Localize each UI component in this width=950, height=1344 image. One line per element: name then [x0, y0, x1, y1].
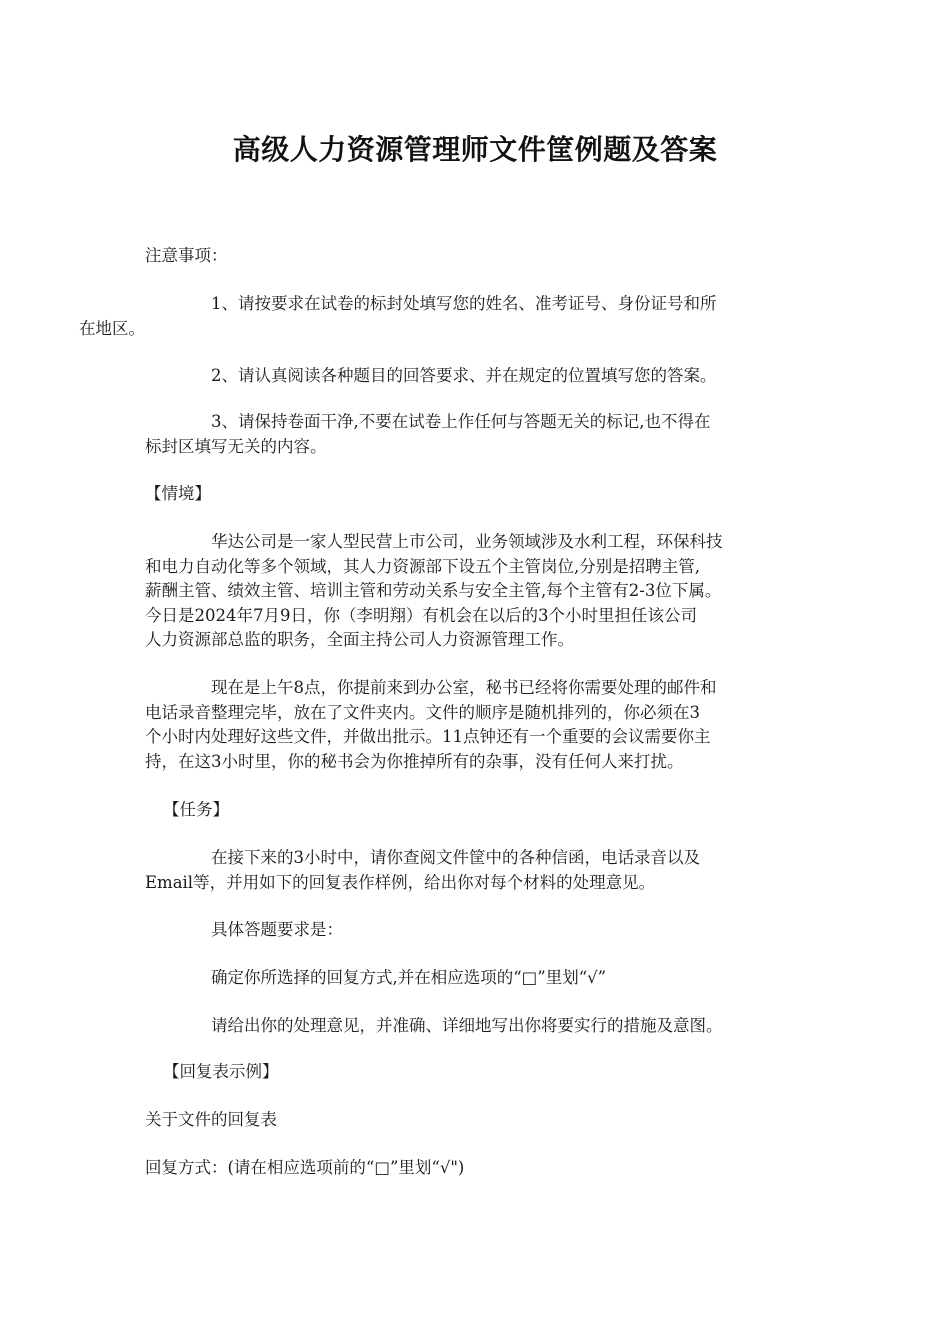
scenario-p1-line: 和电力自动化等多个领域，其人力资源部下设五个主管岗位,分别是招聘主管,	[145, 556, 700, 576]
task-requirements-intro: 具体答题要求是：	[211, 920, 343, 939]
document-title: 高级人力资源管理师文件筐例题及答案	[232, 133, 718, 166]
scenario-p1-line: 薪酬主管、绩效主管、培训主管和劳动关系与安全主管,每个主管有2-3位下属。	[145, 581, 722, 600]
notice-item-2-line-1: 2、请认真阅读各种题目的回答要求、并在规定的位置填写您的答案。	[211, 366, 717, 385]
scenario-p1-line: 今日是2024年7月9日，你（李明翔）有机会在以后的3个小时里担任该公司	[145, 605, 697, 625]
task-p1-line: Email等，并用如下的回复表作样例，给出你对每个材料的处理意见。	[145, 872, 656, 892]
reply-example-heading: 【回复表示例】	[163, 1062, 279, 1081]
task-requirement-2: 请给出你的处理意见，并准确、详细地写出你将要实行的措施及意图。	[211, 1016, 723, 1035]
scenario-p2-line: 电话录音整理完毕，放在了文件夹内。文件的顺序是随机排列的，你必须在3	[145, 702, 700, 722]
scenario-p2-line: 持，在这3小时里，你的秘书会为你推掉所有的杂事，没有任何人来打扰。	[145, 751, 684, 771]
scenario-paragraph-2	[145, 676, 807, 774]
notice-item-2	[145, 364, 807, 389]
task-p1-line: 在接下来的3小时中，请你查阅文件筐中的各种信函，电话录音以及	[211, 848, 700, 867]
scenario-p1-line: 华达公司是一家人型民营上市公司，业务领域涉及水利工程，环保科技	[211, 532, 723, 551]
scenario-heading: 【情境】	[145, 484, 211, 503]
notice-item-3-line-2: 标封区填写无关的内容。	[145, 436, 327, 456]
notice-item-3	[145, 410, 807, 459]
task-heading: 【任务】	[163, 800, 229, 819]
scenario-p2-line: 现在是上午8点，你提前来到办公室，秘书已经将你需要处理的邮件和	[211, 678, 717, 697]
scenario-paragraph-1	[145, 530, 807, 653]
reply-method-instruction: 回复方式：(请在相应选项前的“□”里划“√")	[145, 1158, 465, 1177]
notice-item-1	[79, 292, 807, 341]
notice-heading: 注意事项：	[145, 246, 228, 265]
notice-item-1-line-2: 在地区。	[79, 318, 145, 338]
reply-form-title: 关于文件的回复表	[145, 1110, 277, 1129]
notice-item-3-line-1: 3、请保持卷面干净,不要在试卷上作任何与答题无关的标记,也不得在	[211, 412, 711, 431]
scenario-p2-line: 个小时内处理好这些文件，并做出批示。11点钟还有一个重要的会议需要你主	[145, 727, 711, 746]
notice-item-1-line-1: 1、请按要求在试卷的标封处填写您的姓名、准考证号、身份证号和所	[211, 294, 717, 313]
task-requirement-1: 确定你所选择的回复方式,并在相应选项的“□”里划“√”	[211, 968, 607, 987]
task-paragraph-1	[145, 846, 807, 895]
scenario-p1-line: 人力资源部总监的职务，全面主持公司人力资源管理工作。	[145, 630, 574, 649]
